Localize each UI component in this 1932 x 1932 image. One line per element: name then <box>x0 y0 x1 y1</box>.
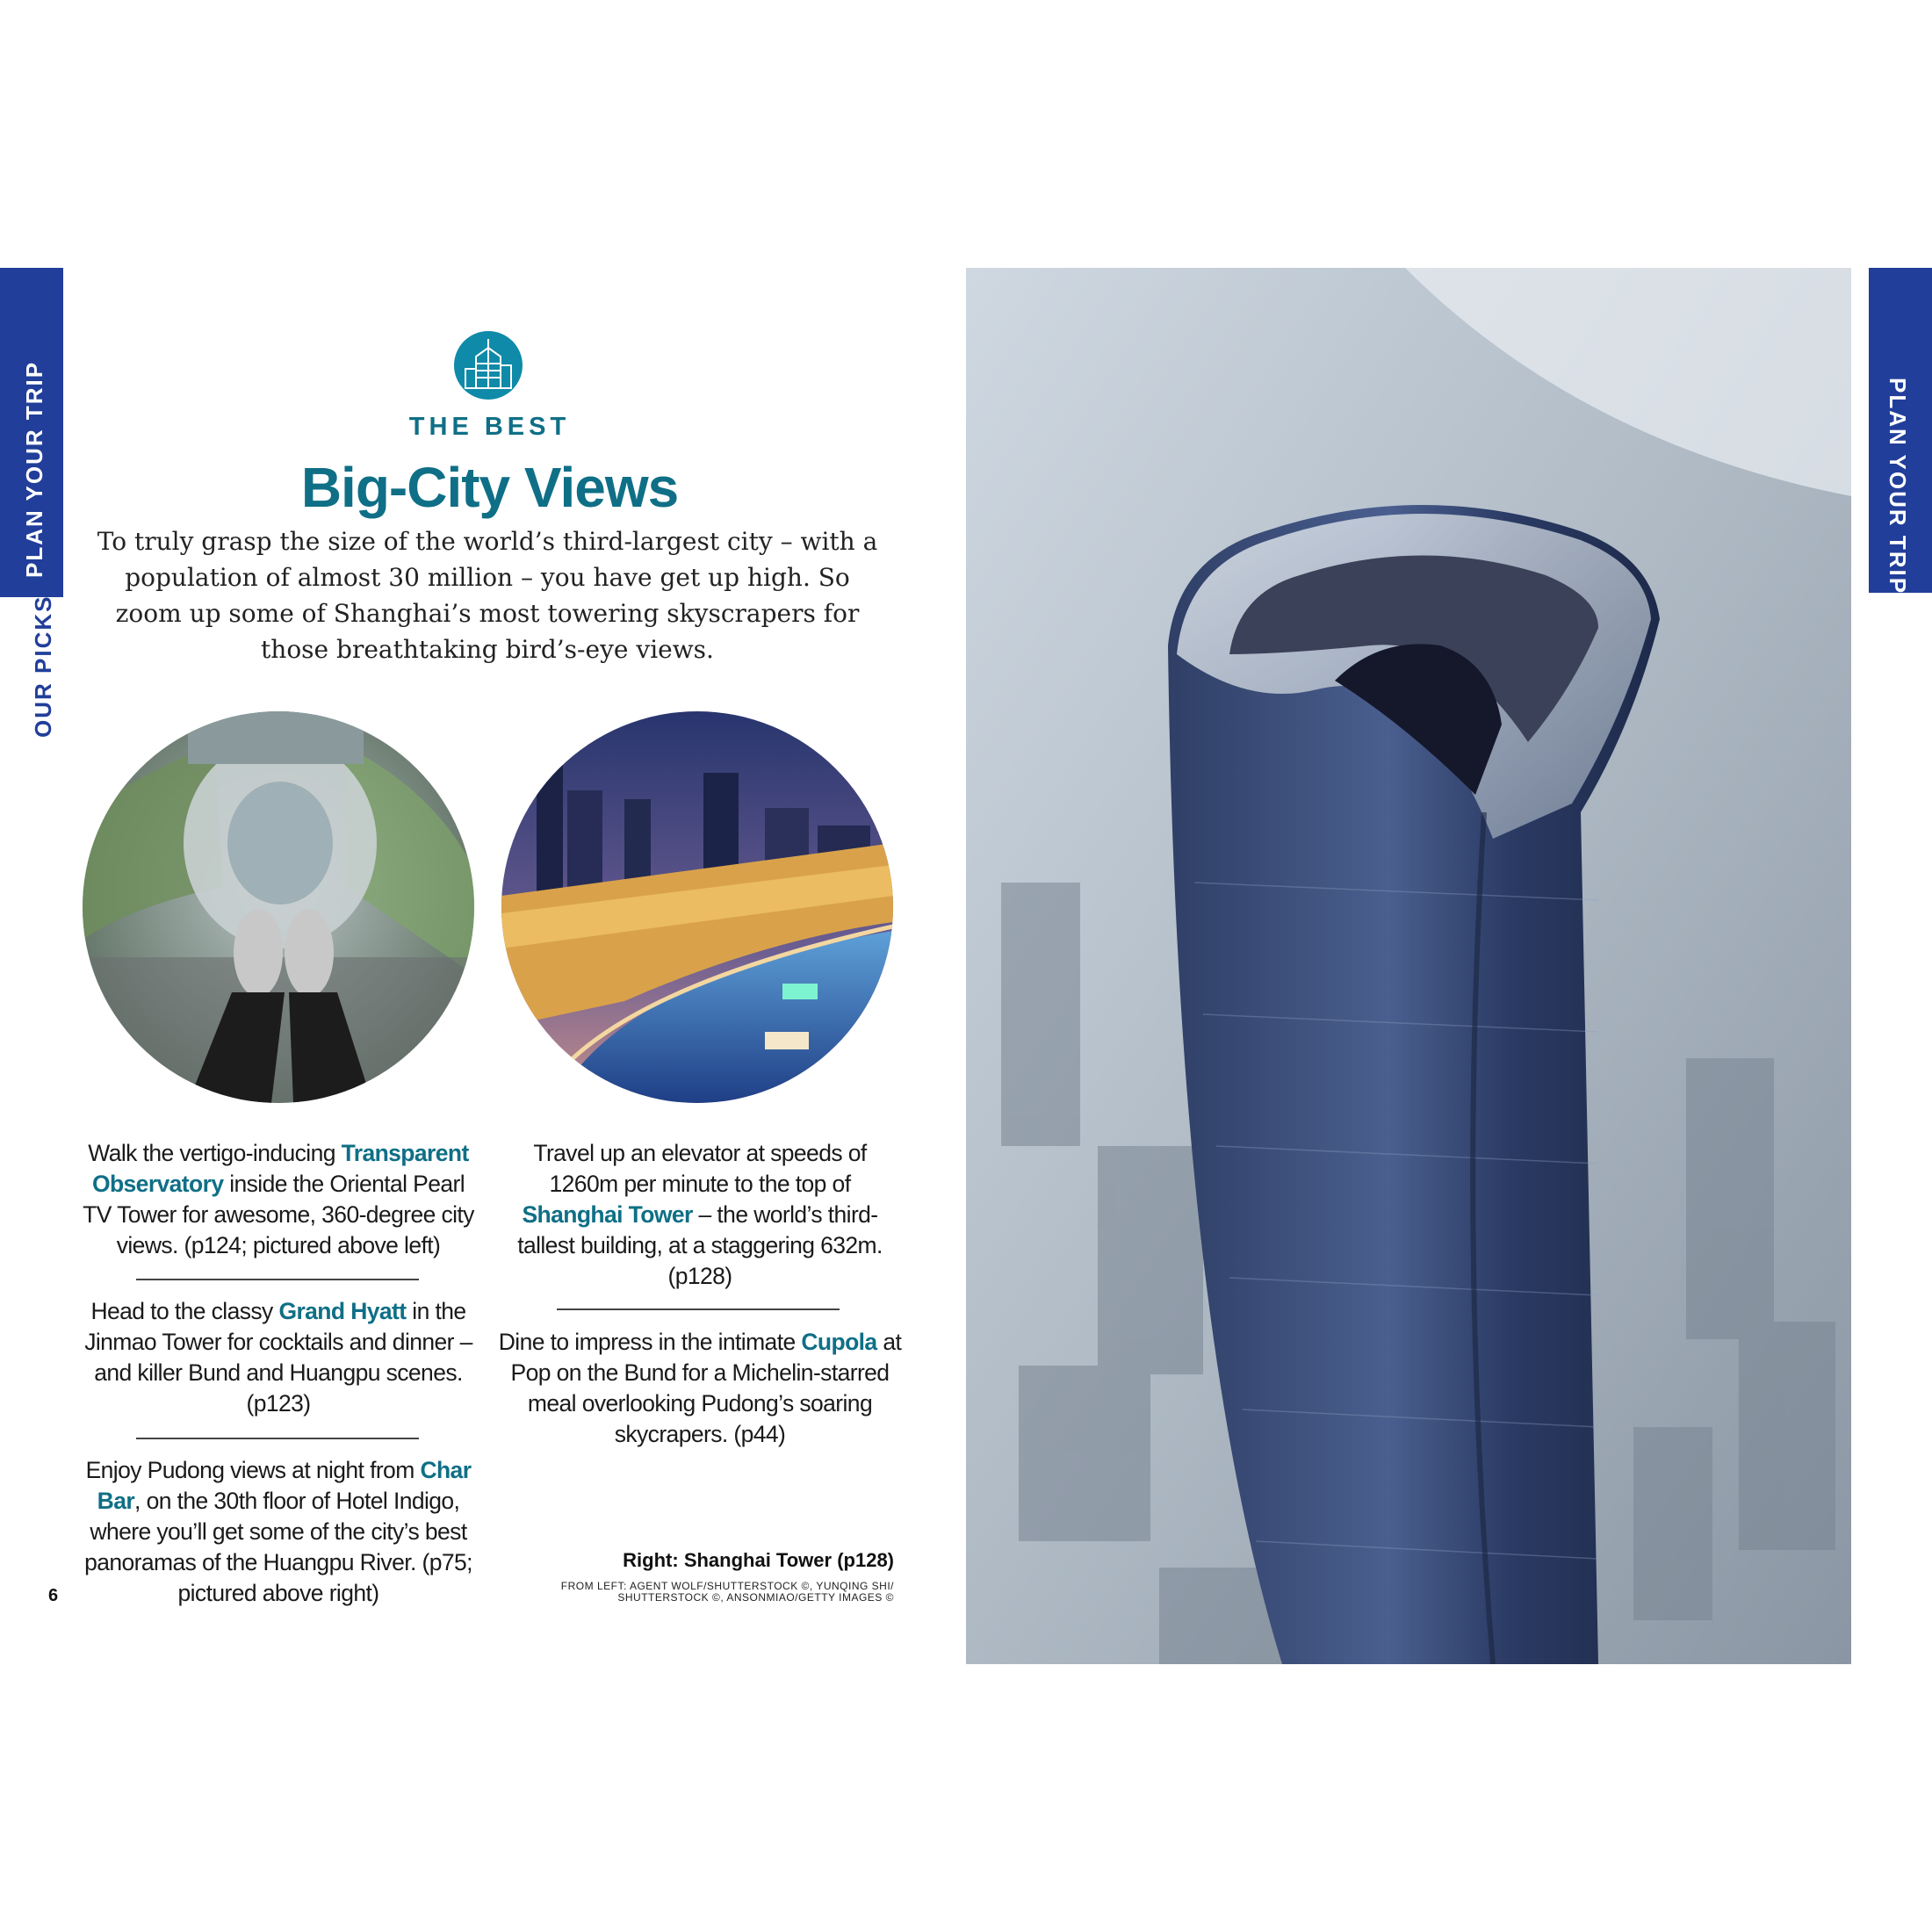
intro-paragraph: To truly grasp the size of the world’s third-largest city – with a population of almost 30 million – you have get up high. So zoom up some of Shanghai’s most towering skyscrapers for those breathtaking bird’s-eye views. <box>97 527 878 664</box>
observatory-photo <box>83 711 474 1103</box>
pick-cupola: Dine to impress in the intimate Cupola at Pop on the Bund for a Michelin-starred meal overlooking Pudong’s soaring skycrapers. (p44) <box>498 1329 902 1447</box>
photo-credits-line: SHUTTERSTOCK ©, ANSONMIAO/GETTY IMAGES © <box>617 1591 894 1604</box>
pick-char-bar: Enjoy Pudong views at night from Char Bar, on the 30th floor of Hotel Indigo, where you’ll get some of the city’s best panoramas of the Huangpu River. (p75; pictured above right) <box>84 1457 472 1606</box>
divider <box>136 1438 419 1439</box>
page-title: Big-City Views <box>300 456 679 519</box>
side-tab-right-label: PLAN YOUR TRIP <box>1885 378 1911 595</box>
photo-caption: Right: Shanghai Tower (p128) <box>623 1549 894 1571</box>
kicker: THE BEST <box>408 413 571 441</box>
pick-name: Char Bar <box>97 1457 472 1514</box>
section-label: OUR PICKS <box>30 595 56 738</box>
pick-name: Shanghai Tower <box>522 1201 693 1228</box>
pick-transparent-observatory: Walk the vertigo-inducing Transparent Observatory inside the Oriental Pearl TV Tower for awesome, 360-degree city views. (p124; pictured above left) <box>83 1140 474 1258</box>
pick-name: Grand Hyatt <box>278 1298 407 1324</box>
shanghai-tower-photo <box>966 268 1851 1664</box>
pick-name: Transparent Observatory <box>91 1140 469 1197</box>
page-number: 6 <box>48 1586 59 1605</box>
side-tab-left-label: PLAN YOUR TRIP <box>21 360 47 578</box>
divider <box>136 1279 419 1280</box>
pick-name: Cupola <box>801 1329 877 1355</box>
skyscraper-icon <box>453 330 523 400</box>
pick-shanghai-tower: Travel up an elevator at speeds of 1260m per minute to the top of Shanghai Tower – the world’s third-tallest building, at a staggering 632m. (p128) <box>517 1140 883 1289</box>
divider <box>557 1308 840 1310</box>
photo-credits <box>492 1581 894 1604</box>
photo-credits-line: FROM LEFT: AGENT WOLF/SHUTTERSTOCK ©, YUNQING SHI/ <box>560 1580 894 1592</box>
pick-grand-hyatt: Head to the classy Grand Hyatt in the Jinmao Tower for cocktails and dinner – and killer Bund and Huangpu scenes. (p123) <box>84 1298 472 1417</box>
bund-night-photo <box>501 711 893 1103</box>
